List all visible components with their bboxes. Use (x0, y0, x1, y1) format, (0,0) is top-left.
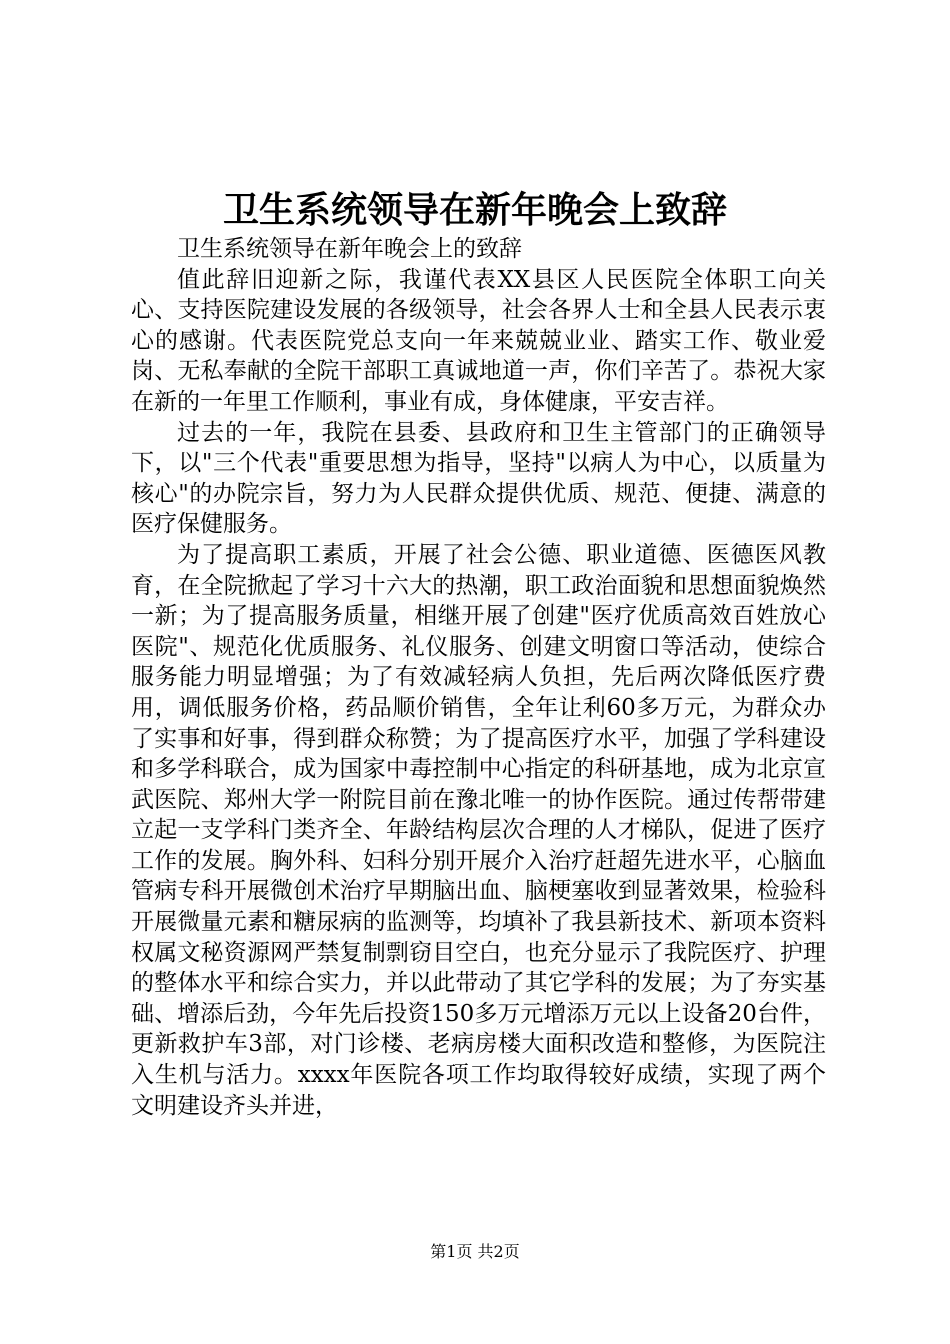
body-paragraph: 为了提高职工素质，开展了社会公德、职业道德、医德医风教育，在全院掀起了学习十六大的热潮，职工政治面貌和思想面貌焕然一新；为了提高服务质量，相继开展了创建"医疗优质高效百姓放心医院"、规范化优质服务、礼仪服务、创建文明窗口等活动，使综合服务能力明显增强；为了有效减轻病人负担，先后两次降低医疗费用，调低服务价格，药品顺价销售，全年让利60多万元，为群众办了实事和好事，得到群众称赞；为了提高医疗水平，加强了学科建设和多学科联合，成为国家中毒控制中心指定的科研基地，成为北京宣武医院、郑州大学一附院目前在豫北唯一的协作医院。通过传帮带建立起一支学科门类齐全、年龄结构层次合理的人才梯队，促进了医疗工作的发展。胸外科、妇科分别开展介入治疗赶超先进水平，心脑血管病专科开展微创术治疗早期脑出血、脑梗塞收到显著效果，检验科开展微量元素和糖尿病的监测等，均填补了我县新技术、新项本资料权属文秘资源网严禁复制剽窃目空白，也充分显示了我院医疗、护理的整体水平和综合实力，并以此带动了其它学科的发展；为了夯实基础、增添后劲，今年先后投资150多万元增添万元以上设备20台件，更新救护车3部，对门诊楼、老病房楼大面积改造和整修，为医院注入生机与活力。xxxx年医院各项工作均取得较好成绩，实现了两个文明建设齐头并进， (131, 541, 826, 1119)
page-number-footer: 第1页 共2页 (430, 1242, 520, 1261)
document-title: 卫生系统领导在新年晚会上致辞 (222, 190, 727, 231)
body-paragraph: 值此辞旧迎新之际，我谨代表XX县区人民医院全体职工向关心、支持医院建设发展的各级领导，社会各界人士和全县人民表示衷心的感谢。代表医院党总支向一年来兢兢业业、踏实工作、敬业爱岗、无私奉献的全院干部职工真诚地道一声，你们辛苦了。恭祝大家在新的一年里工作顺利，事业有成，身体健康，平安吉祥。 (131, 266, 826, 415)
subtitle-paragraph: 卫生系统领导在新年晚会上的致辞 (177, 236, 522, 262)
document-body (131, 234, 826, 1121)
body-paragraph: 过去的一年，我院在县委、县政府和卫生主管部门的正确领导下，以"三个代表"重要思想为指导，坚持"以病人为中心，以质量为核心"的办院宗旨，努力为人民群众提供优质、规范、便捷、满意的医疗保健服务。 (131, 419, 826, 538)
